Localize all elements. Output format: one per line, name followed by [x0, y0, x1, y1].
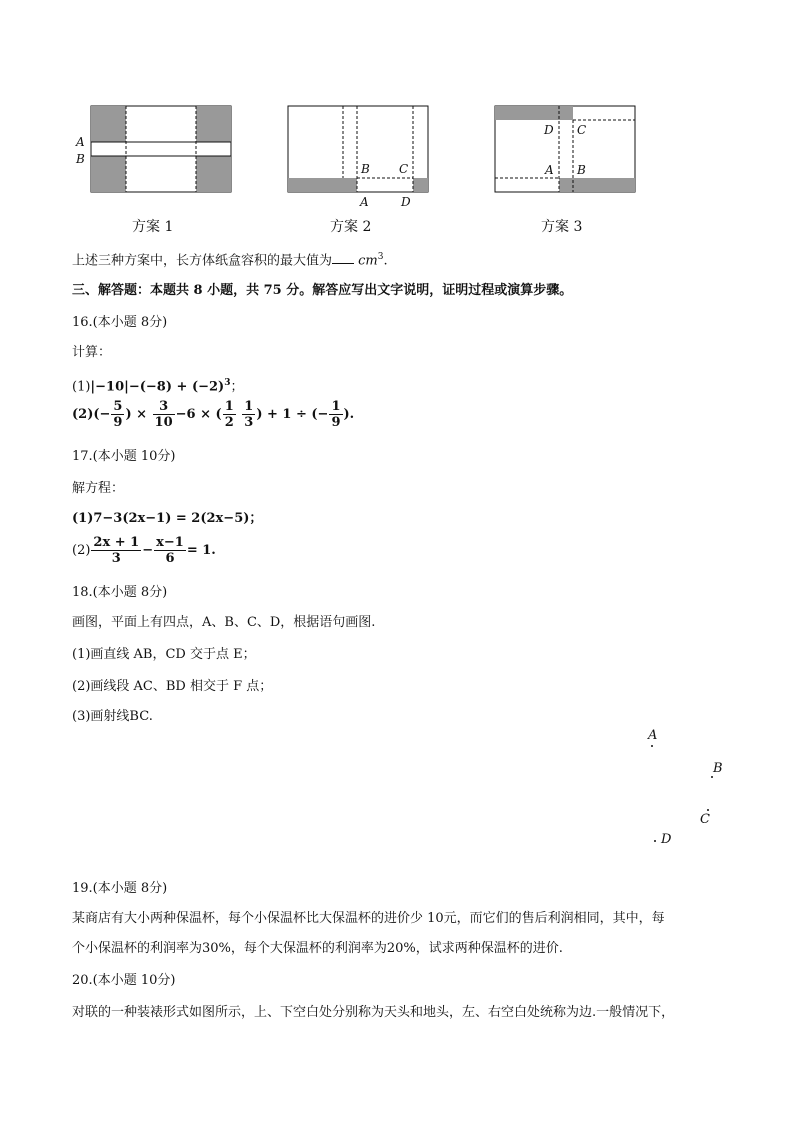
scheme2-label-a: A — [360, 195, 369, 209]
q15-text: 上述三种方案中，长方体纸盒容积的最大值为 — [72, 253, 333, 269]
scheme3-figure — [490, 100, 640, 200]
q18-point-a-label: A — [648, 728, 658, 743]
scheme2-strip-left — [288, 178, 357, 192]
scheme2-label-c: C — [399, 162, 409, 176]
q16-frac3: $\frac{1}{2}$ — [224, 399, 234, 430]
scheme3-label-a: A — [545, 163, 554, 177]
q18-header: 18.(本小题 8分) — [72, 585, 168, 600]
q16-instruction: 计算： — [72, 345, 112, 360]
q17-frac2: $\frac{x-1}{6}$ — [156, 535, 184, 566]
scheme2-caption: 方案 2 — [330, 219, 372, 235]
q17-part1: (1)7−3(2x−1) = 2(2x−5)； — [72, 511, 263, 526]
q15-unit: cm — [358, 253, 378, 269]
q18-part1: (1)画直线 AB，CD 交于点 E； — [72, 647, 256, 662]
q18-point-b — [711, 776, 713, 778]
q20-header: 20.(本小题 10分) — [72, 973, 176, 988]
scheme1-label-b: B — [76, 152, 85, 166]
q18-point-c — [707, 809, 709, 811]
q17-p2-end: = 1. — [186, 543, 216, 558]
scheme3-strip-top — [495, 106, 559, 120]
q17-frac1: $\frac{2x + 1}{3}$ — [93, 535, 140, 566]
q16-p2-mid2: −6 × ( — [175, 407, 222, 422]
scheme2-figure — [284, 100, 434, 212]
q16-p1-expr: |−10|−(−8) + (−2) — [90, 379, 225, 395]
q19-line1: 某商店有大小两种保温杯，每个小保温杯比大保温杯的进价少 10元，而它们的售后利润相同，其中，每 — [72, 911, 665, 926]
q17-minus: − — [142, 543, 154, 558]
scheme1-figure — [70, 100, 240, 200]
q16-frac4: $\frac{1}{3}$ — [244, 399, 254, 430]
q18-point-c-label: C — [700, 812, 710, 827]
q15-end: . — [383, 253, 388, 269]
scheme1-corner-tl — [91, 106, 126, 142]
scheme3-strip-bottom — [559, 178, 635, 192]
scheme2-label-b: B — [361, 162, 370, 176]
q16-p1-end: ； — [230, 379, 244, 395]
q16-part2 — [72, 398, 354, 432]
scheme3-label-b: B — [577, 163, 586, 177]
q16-p2-mid3: ) + 1 ÷ (− — [256, 407, 329, 422]
q18-part2: (2)画线段 AC、BD 相交于 F 点； — [72, 679, 273, 694]
q19-line2: 个小保温杯的利润率为30%，每个大保温杯的利润率为20%，试求两种保温杯的进价. — [72, 941, 563, 956]
q18-part3: (3)画射线BC. — [72, 709, 153, 724]
q16-p2-prefix: (2)(− — [72, 407, 111, 422]
scheme1-label-a: A — [76, 135, 85, 149]
q18-point-b-label: B — [713, 761, 723, 776]
q16-header: 16.(本小题 8分) — [72, 315, 168, 330]
q20-line1: 对联的一种装裱形式如图所示，上、下空白处分别称为天头和地头，左、右空白处统称为边.一般情况下， — [72, 1005, 675, 1020]
q16-p1-exp: 3 — [224, 378, 231, 388]
q16-p2-end: ). — [343, 407, 355, 422]
q16-frac5: $\frac{1}{9}$ — [331, 399, 341, 430]
scheme1-corner-br — [196, 156, 231, 192]
q15-answer-blank — [332, 251, 354, 264]
q18-instruction: 画图，平面上有四点，A、B、C、D，根据语句画图. — [72, 615, 376, 630]
q18-point-d — [654, 840, 656, 842]
scheme1-corner-bl — [91, 156, 126, 192]
scheme3-label-d: D — [544, 123, 554, 137]
section3-title: 三、解答题：本题共 8 小题，共 75 分。解答应写出文字说明，证明过程或演算步骤。 — [72, 283, 573, 298]
q17-part2 — [72, 534, 216, 568]
scheme1-caption: 方案 1 — [132, 219, 174, 235]
scheme3-caption: 方案 3 — [541, 219, 583, 235]
q17-header: 17.(本小题 10分) — [72, 449, 176, 464]
q16-p1-prefix: (1) — [72, 379, 91, 395]
q18-point-a — [651, 745, 653, 747]
scheme1-corner-tr — [196, 106, 231, 142]
q17-instruction: 解方程： — [72, 481, 125, 496]
scheme3-label-c: C — [577, 123, 587, 137]
q16-frac1: $\frac{5}{9}$ — [113, 399, 123, 430]
q18-point-d-label: D — [661, 832, 672, 847]
q16-p2-mid1: ) × — [125, 407, 148, 422]
q17-p2-prefix: (2) — [72, 543, 91, 558]
scheme2-strip-right — [413, 178, 428, 192]
q15-unit-exp: 3 — [377, 252, 384, 262]
q16-part1 — [72, 374, 243, 396]
q15-answer-line — [72, 248, 388, 270]
q19-header: 19.(本小题 8分) — [72, 881, 168, 896]
q16-frac2: $\frac{3}{10}$ — [154, 399, 173, 430]
scheme2-label-d: D — [401, 195, 411, 209]
scheme3-strip-top-corner — [559, 106, 573, 120]
